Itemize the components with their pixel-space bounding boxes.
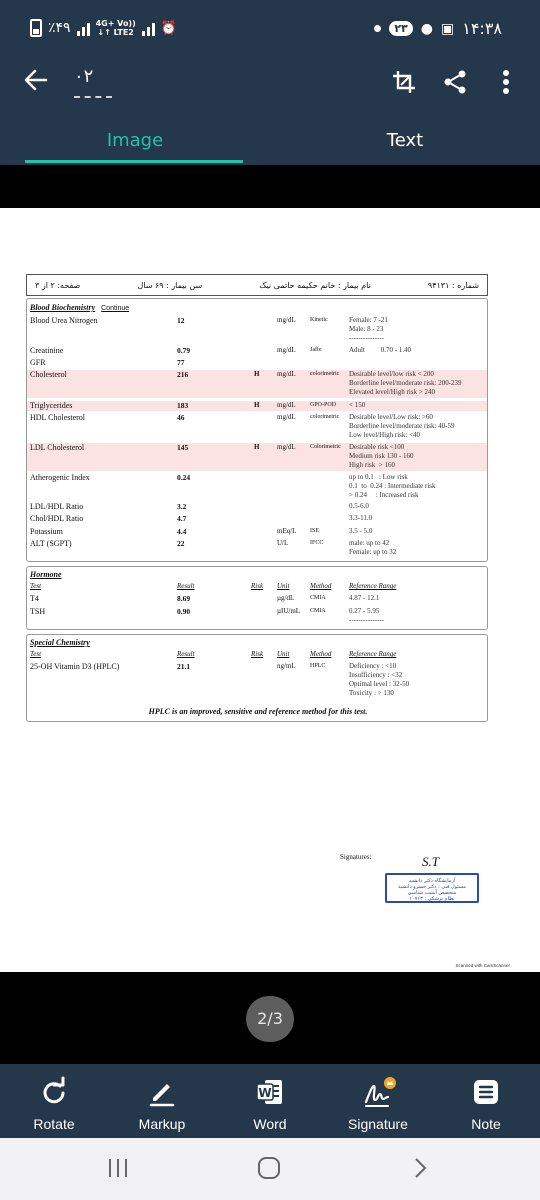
test-name: Blood Urea Nitrogen bbox=[30, 316, 98, 325]
test-name: Chol/HDL Ratio bbox=[30, 514, 84, 523]
scanned-watermark: Scanned with CamScanner bbox=[455, 963, 510, 968]
rotate-icon bbox=[38, 1076, 70, 1108]
col-risk: Risk bbox=[251, 650, 264, 658]
recent-apps-icon[interactable] bbox=[106, 1156, 130, 1184]
bottom-action-bar bbox=[0, 1064, 540, 1138]
col-unit: Unit bbox=[277, 582, 290, 590]
tab-text[interactable]: Text bbox=[386, 130, 424, 151]
word-label: Word bbox=[253, 1116, 287, 1132]
document-title[interactable]: ۰۲ bbox=[74, 66, 94, 87]
test-result: 4.7 bbox=[177, 514, 187, 523]
test-result: 216 bbox=[177, 370, 189, 379]
test-unit: mg/dL bbox=[277, 401, 296, 409]
test-name: T4 bbox=[30, 594, 39, 603]
test-name: LDL Cholesterol bbox=[30, 443, 85, 452]
biochem-row bbox=[27, 316, 487, 344]
col-risk: Risk bbox=[251, 582, 264, 590]
test-name: Triglycerides bbox=[30, 401, 73, 410]
test-result: 183 bbox=[177, 401, 189, 410]
reference-range: 0.5-6.0 bbox=[349, 502, 369, 510]
col-reference: Reference Range bbox=[349, 650, 397, 658]
biochem-row bbox=[27, 346, 487, 356]
test-name: TSH bbox=[30, 607, 46, 616]
section-title: Hormone bbox=[30, 570, 62, 579]
test-result: 4.4 bbox=[177, 527, 187, 536]
back-nav-icon[interactable] bbox=[410, 1156, 430, 1184]
col-method: Method bbox=[310, 650, 332, 658]
clock-time: ۱۴:۳۸ bbox=[462, 19, 502, 38]
test-name: Atherogenic Index bbox=[30, 473, 90, 482]
test-name: 25-OH Vitamin D3 (HPLC) bbox=[30, 662, 120, 671]
test-method: ISE bbox=[310, 528, 319, 534]
note-icon bbox=[470, 1076, 502, 1108]
test-unit: mg/dL bbox=[277, 443, 296, 451]
test-result: 0.90 bbox=[177, 607, 191, 616]
test-method: CMIA bbox=[310, 608, 326, 614]
tab-image[interactable]: Image bbox=[106, 130, 164, 151]
test-result: 12 bbox=[177, 316, 185, 325]
signatures-label: Signatures: bbox=[340, 853, 372, 861]
patient-age: سن بیمار : ۶۹ سال bbox=[137, 280, 203, 290]
test-name: ALT (SGPT) bbox=[30, 539, 72, 548]
reference-range: Desirable level/Low risk: >60 Borderline level/moderate risk: 40-59 Low level/High risk: <40 bbox=[349, 413, 455, 439]
biochem-row bbox=[27, 502, 487, 512]
blood-biochemistry-section bbox=[26, 298, 488, 562]
stamp-line: نظام پزشکی : ۱۰۷۱۳ bbox=[409, 896, 455, 902]
view-tabs bbox=[0, 110, 540, 165]
test-unit: ng/mL bbox=[277, 662, 296, 670]
title-underline bbox=[74, 96, 112, 98]
test-method: Jaffe bbox=[310, 347, 322, 353]
high-flag: H bbox=[254, 443, 260, 451]
page-counter: 2/3 bbox=[246, 996, 294, 1042]
patient-header bbox=[26, 274, 488, 296]
test-method: Colorimetric bbox=[310, 444, 341, 450]
reference-range: Adult 0.70 - 1.40 bbox=[349, 346, 412, 354]
test-name: Potassium bbox=[30, 527, 63, 536]
test-unit: µIU/mL bbox=[277, 607, 301, 615]
signature-mark: S.T bbox=[422, 854, 439, 869]
system-navigation-bar bbox=[0, 1138, 540, 1200]
markup-label: Markup bbox=[138, 1116, 186, 1132]
word-button[interactable] bbox=[216, 1064, 324, 1138]
crop-icon[interactable] bbox=[390, 68, 418, 100]
battery-percent: ٪۴۹ bbox=[48, 20, 71, 36]
biochem-row bbox=[27, 413, 487, 441]
test-method: HPLC bbox=[310, 663, 326, 669]
test-name: HDL Cholesterol bbox=[30, 413, 86, 422]
stamp-line: آزمایشگاه دکتر دانشید bbox=[408, 878, 456, 884]
reference-range: < 150 bbox=[349, 401, 366, 409]
reference-range: 0.27 - 5.95 --------------- bbox=[349, 607, 384, 624]
test-name: Creatinine bbox=[30, 346, 64, 355]
svg-text:W: W bbox=[258, 1086, 272, 1100]
test-method: CMIA bbox=[310, 595, 326, 601]
biochem-row bbox=[27, 370, 487, 398]
biochem-row bbox=[27, 539, 487, 558]
test-name: Cholesterol bbox=[30, 370, 67, 379]
test-unit: mg/dL bbox=[277, 346, 296, 354]
test-unit: mg/dL bbox=[277, 413, 296, 421]
test-result: 0.79 bbox=[177, 346, 191, 355]
note-button[interactable] bbox=[432, 1064, 540, 1138]
pen-icon bbox=[146, 1076, 178, 1108]
active-tab-indicator bbox=[25, 160, 243, 163]
lab-stamp bbox=[385, 873, 479, 903]
message-icon: ● bbox=[420, 20, 433, 37]
status-bar bbox=[0, 0, 540, 58]
signature-icon bbox=[362, 1076, 396, 1108]
alarm-icon: ⏰ bbox=[160, 20, 177, 36]
test-result: 21.1 bbox=[177, 662, 191, 671]
test-unit: U/L bbox=[277, 539, 289, 547]
notification-dot-icon bbox=[374, 25, 381, 32]
battery-icon bbox=[30, 19, 42, 37]
reference-range: 3.5 - 5.0 bbox=[349, 527, 373, 535]
more-options-icon[interactable] bbox=[496, 68, 516, 100]
section-title bbox=[30, 303, 129, 312]
reference-range: 4.87 - 12.1 bbox=[349, 594, 380, 602]
signature-button[interactable] bbox=[324, 1064, 432, 1138]
col-unit: Unit bbox=[277, 650, 290, 658]
test-unit: mEq/L bbox=[277, 527, 297, 535]
back-arrow-icon[interactable] bbox=[22, 66, 50, 99]
rotate-button[interactable] bbox=[0, 1064, 108, 1138]
col-test: Test bbox=[30, 582, 42, 590]
stamp-line: متخصص آسیب شناسی bbox=[407, 890, 457, 896]
section-title-text: Blood Biochemistry bbox=[30, 303, 96, 312]
test-result: 77 bbox=[177, 358, 185, 367]
stamp-line: مسئول فنی : دکتر خسرو دانشید bbox=[398, 884, 466, 890]
reference-range: male: up to 42 Female: up to 32 bbox=[349, 539, 397, 556]
biochem-row bbox=[27, 527, 487, 537]
test-result: 3.2 bbox=[177, 502, 187, 511]
biochem-row bbox=[27, 443, 487, 471]
test-unit: mg/dL bbox=[277, 370, 296, 378]
test-method: colorimetric bbox=[310, 371, 340, 377]
notification-badge: ۲۳ bbox=[389, 21, 412, 36]
page-of-label: صفحه: ۲ از ۳ bbox=[35, 280, 81, 290]
continue-label: Continue bbox=[101, 305, 130, 312]
patient-name: نام بیمار : خانم حکیمه حاتمی نیک bbox=[259, 280, 371, 290]
col-test: Test bbox=[30, 650, 42, 658]
signal-icon bbox=[77, 20, 90, 36]
report-number: شماره : ۹۴۱۳۱ bbox=[427, 280, 479, 290]
reference-range: Female: 7 -21 Male: 8 - 23 --------------- bbox=[349, 316, 388, 342]
home-icon[interactable] bbox=[256, 1156, 282, 1184]
col-reference: Reference Range bbox=[349, 582, 397, 590]
method-note: HPLC is an improved, sensitive and reference method for this test. bbox=[148, 707, 368, 716]
reference-range: up to 0.1 : Low risk 0.1 to 0.24 : Intermediate risk > 0.24 : Increased risk bbox=[349, 473, 436, 499]
note-label: Note bbox=[471, 1116, 501, 1132]
share-icon[interactable] bbox=[441, 68, 469, 100]
biochem-row bbox=[27, 473, 487, 501]
test-unit: mg/dL bbox=[277, 316, 296, 324]
reference-range: Desirable level/low risk < 200 Borderline level/moderate risk: 200-239 Elevated level/High risk > 240 bbox=[349, 370, 462, 396]
reference-range: Deficiency : <10 Insufficiency : <32 Optimal level : 32-50 Toxicity : > 130 bbox=[349, 662, 410, 697]
test-result: 8.69 bbox=[177, 594, 191, 603]
col-result: Result bbox=[177, 650, 195, 658]
gallery-icon: ▣ bbox=[441, 20, 455, 37]
hormone-section bbox=[26, 566, 488, 630]
test-result: 145 bbox=[177, 443, 189, 452]
markup-button[interactable] bbox=[108, 1064, 216, 1138]
test-method: colorimetric bbox=[310, 414, 340, 420]
reference-range: Desirable risk <100 Medium risk 130 - 160 High risk > 160 bbox=[349, 443, 414, 469]
section-title: Special Chemistry bbox=[30, 638, 90, 647]
test-result: 22 bbox=[177, 539, 185, 548]
top-toolbar bbox=[0, 58, 540, 110]
test-result: 46 bbox=[177, 413, 185, 422]
test-method: IFCC bbox=[310, 540, 324, 546]
signature-label: Signature bbox=[348, 1116, 408, 1132]
test-method: GPO-POD bbox=[310, 402, 337, 408]
signal-icon-2 bbox=[142, 20, 155, 36]
biochem-row bbox=[27, 514, 487, 524]
test-unit: µg/dL bbox=[277, 594, 295, 602]
network-type: 4G+ Vo)) ↓↑ LTE2 bbox=[95, 19, 136, 37]
high-flag: H bbox=[254, 401, 260, 409]
test-name: LDL/HDL Ratio bbox=[30, 502, 84, 511]
test-result: 0.24 bbox=[177, 473, 191, 482]
special-chemistry-section bbox=[26, 634, 488, 722]
word-icon bbox=[254, 1076, 286, 1108]
rotate-label: Rotate bbox=[33, 1116, 75, 1132]
reference-range: 3.3-11.0 bbox=[349, 514, 373, 522]
document-page[interactable] bbox=[0, 208, 540, 972]
high-flag: H bbox=[254, 370, 260, 378]
biochem-row bbox=[27, 358, 487, 368]
col-result: Result bbox=[177, 582, 195, 590]
test-method: Kinetic bbox=[310, 317, 328, 323]
test-name: GFR bbox=[30, 358, 46, 367]
biochem-row bbox=[27, 401, 487, 411]
col-method: Method bbox=[310, 582, 332, 590]
